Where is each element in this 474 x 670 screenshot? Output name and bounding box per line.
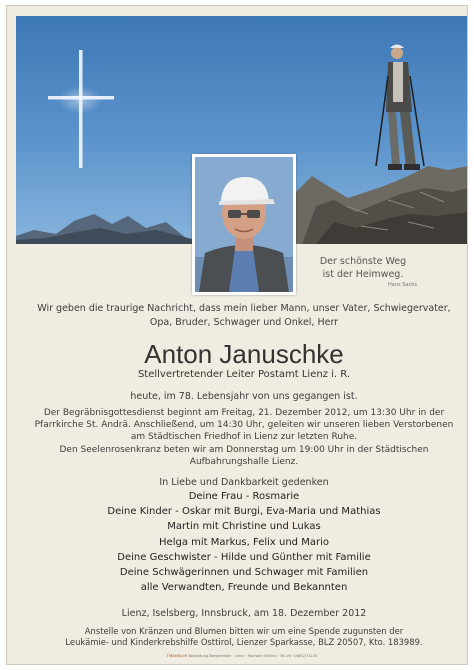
- mourner-line: alle Verwandten, Freunde und Bekannten: [140, 582, 348, 594]
- age-line: heute, im 78. Lebensjahr von uns gegangen ist.: [130, 391, 358, 402]
- hiker-figure: [376, 45, 424, 171]
- rosary-details: [21, 444, 467, 468]
- donation-note: [21, 626, 467, 648]
- rosary-line-2: Aufbahrungshalle Lienz.: [189, 457, 299, 468]
- deceased-name: Anton Januschke: [144, 339, 344, 369]
- imprint-brand: TIRAMISU®: [166, 654, 188, 658]
- deceased-role: Stellvertretender Leiter Postamt Lienz i. R.: [137, 369, 351, 380]
- mourner-line: Deine Geschwister - Hilde und Günther mit Familie: [117, 551, 371, 563]
- intro-line-1: Wir geben die traurige Nachricht, dass mein lieber Mann, unser Vater, Schwiegervater,: [37, 303, 451, 314]
- donation-line-1: Anstelle von Kränzen und Blumen bitten wir um eine Spende zugunsten der: [84, 626, 404, 636]
- mourner-line: Deine Frau - Rosmarie: [188, 491, 300, 502]
- funeral-line-2: Pfarrkirche St. Andrä. Anschließend, um 14:30 Uhr, geleiten wir unseren lieben Verstorbenen: [34, 420, 454, 431]
- intro-line-2: Opa, Bruder, Schwager und Onkel, Herr: [149, 317, 339, 328]
- quote-line-2: ist der Heimweg.: [322, 269, 404, 280]
- mourner-line: Helga mit Markus, Felix und Mario: [159, 536, 329, 548]
- announcement-intro: [21, 302, 467, 330]
- mourner-line: Deine Schwägerinnen und Schwager mit Familien: [119, 567, 369, 579]
- portrait-photo: [192, 154, 296, 295]
- funeral-line-1: Der Begräbnisgottesdienst beginnt am Freitag, 21. Dezember 2012, um 13:30 Uhr in der: [43, 408, 445, 418]
- mourners-intro: In Liebe und Dankbarkeit gedenken: [159, 477, 329, 488]
- mourner-line: Martin mit Christine und Lukas: [167, 521, 321, 533]
- rosary-line-1: Den Seelenrosenkranz beten wir am Donnerstag um 19:00 Uhr in der Städtischen: [59, 445, 429, 455]
- donation-line-2: Leukämie- und Kinderkrebshilfe Osttirol, Lienzer Sparkasse, BLZ 20507, Kto. 183989.: [65, 637, 423, 647]
- mourner-line: Deine Kinder - Oskar mit Burgi, Eva-Maria und Mathias: [107, 506, 381, 518]
- imprint-text: Bestattung Bergmeister · Lienz · Mairwirt Osttirol · Tel.-Nr. 04852/71100: [188, 654, 318, 658]
- funeral-details: [21, 407, 467, 444]
- quote-line-1: Der schönste Weg: [319, 256, 407, 267]
- memorial-quote: [303, 255, 423, 289]
- portrait-man: [195, 157, 293, 292]
- quote-author: Hans Sachs: [388, 282, 417, 288]
- cross-icon: [48, 50, 114, 168]
- place-date: Lienz, Iselsberg, Innsbruck, am 18. Dezember 2012: [121, 608, 367, 619]
- obituary-card: [6, 5, 468, 665]
- mourners-list: [21, 489, 467, 595]
- funeral-line-3: am Städtischen Friedhof in Lienz zur letzten Ruhe.: [130, 432, 358, 443]
- imprint: [137, 654, 347, 659]
